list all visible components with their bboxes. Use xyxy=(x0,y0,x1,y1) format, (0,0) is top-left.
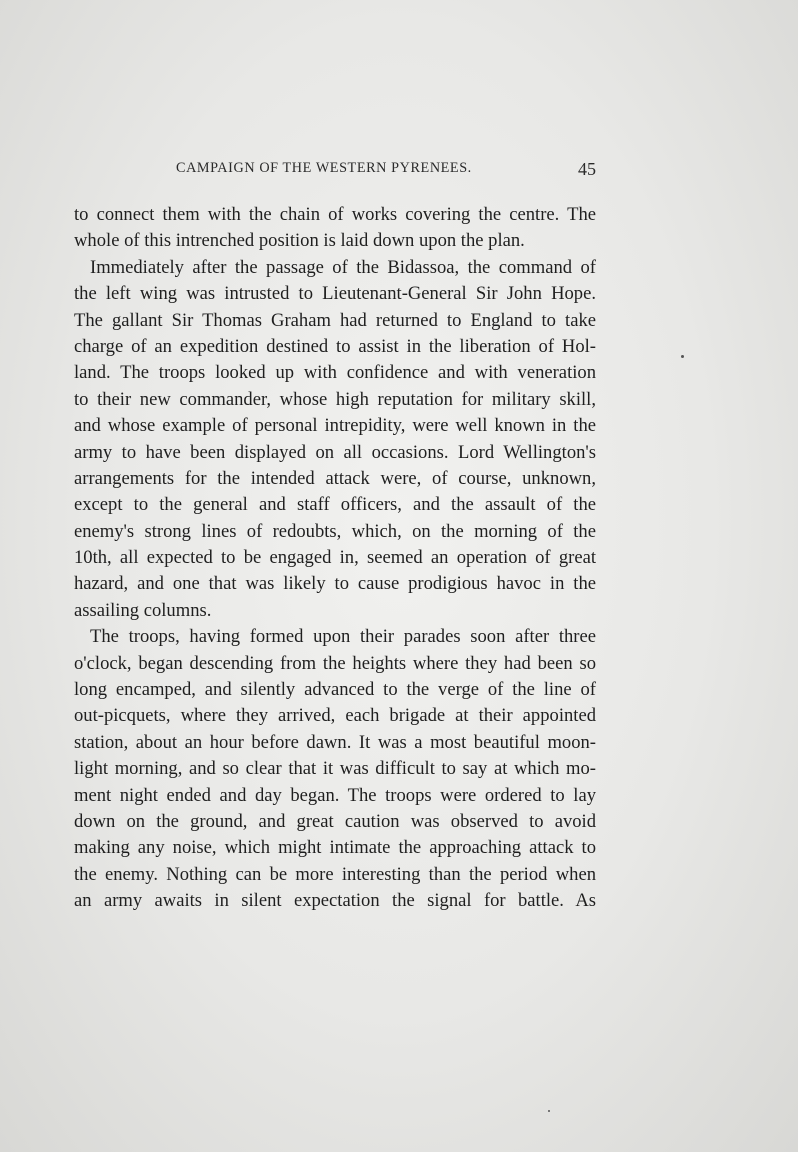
text-line: station, about an hour before dawn. It was a most beautiful moon- xyxy=(74,731,596,753)
text-line: hazard, and one that was likely to cause prodigious havoc in the xyxy=(74,573,596,595)
text-line: 10th, all expected to be engaged in, seemed an operation of great xyxy=(74,547,596,569)
text-line: to their new commander, whose high reputation for military skill, xyxy=(74,388,596,410)
text-line: The gallant Sir Thomas Graham had returned to England to take xyxy=(74,309,596,331)
running-head: CAMPAIGN OF THE WESTERN PYRENEES. xyxy=(176,160,472,176)
text-line: land. The troops looked up with confidence and with veneration xyxy=(74,362,596,384)
text-line: arrangements for the intended attack were, of course, unknown, xyxy=(74,467,596,489)
text-line: Immediately after the passage of the Bidassoa, the command of xyxy=(90,256,596,278)
text-line: light morning, and so clear that it was difficult to say at which mo- xyxy=(74,758,596,780)
body-text xyxy=(74,202,596,915)
text-line: to connect them with the chain of works covering the centre. The xyxy=(74,204,596,225)
text-line: charge of an expedition destined to assist in the liberation of Hol- xyxy=(74,335,596,357)
text-line: except to the general and staff officers, and the assault of the xyxy=(74,494,596,516)
text-line: making any noise, which might intimate the approaching attack to xyxy=(74,837,596,859)
text-line: out-picquets, where they arrived, each brigade at their appointed xyxy=(74,705,596,727)
text-line: enemy's strong lines of redoubts, which, on the morning of the xyxy=(74,520,596,542)
text-line: assailing columns. xyxy=(74,599,212,621)
text-line: long encamped, and silently advanced to the verge of the line of xyxy=(74,679,596,701)
paper-speck xyxy=(681,355,684,358)
paper-speck xyxy=(548,1110,550,1112)
text-line: the left wing was intrusted to Lieutenant-General Sir John Hope. xyxy=(74,283,596,305)
text-line: ment night ended and day began. The troops were ordered to lay xyxy=(74,784,596,806)
text-line: and whose example of personal intrepidity, were well known in the xyxy=(74,415,596,437)
text-line: the enemy. Nothing can be more interesting than the period when xyxy=(74,863,596,885)
text-line: The troops, having formed upon their parades soon after three xyxy=(90,626,596,648)
page-header xyxy=(0,160,798,184)
text-line: o'clock, began descending from the heights where they had been so xyxy=(74,652,596,674)
text-line: army to have been displayed on all occasions. Lord Wellington's xyxy=(74,441,596,463)
text-line: whole of this intrenched position is laid down upon the plan. xyxy=(74,230,525,252)
page-number: 45 xyxy=(578,159,596,179)
text-line: down on the ground, and great caution was observed to avoid xyxy=(74,810,596,832)
text-line: an army awaits in silent expectation the signal for battle. As xyxy=(74,890,596,912)
